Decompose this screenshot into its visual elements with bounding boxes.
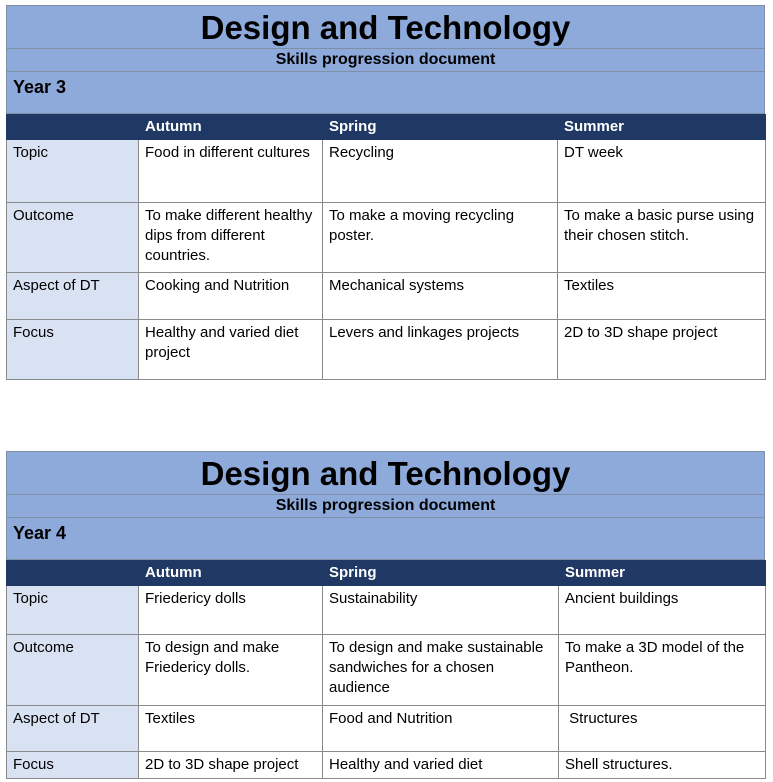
spring-cell: Food and Nutrition xyxy=(323,706,559,752)
summer-cell: Textiles xyxy=(558,273,766,320)
spring-cell: Sustainability xyxy=(323,586,559,635)
autumn-cell: Food in different cultures xyxy=(139,140,323,203)
header-cell-blank xyxy=(7,115,139,140)
spring-cell: Healthy and varied diet xyxy=(323,752,559,779)
summer-cell: 2D to 3D shape project xyxy=(558,320,766,380)
header-cell-blank xyxy=(7,561,139,586)
header-cell-summer: Summer xyxy=(558,115,766,140)
table-row xyxy=(7,635,766,706)
spring-cell: Recycling xyxy=(323,140,558,203)
table-row xyxy=(7,203,766,273)
row-label: Focus xyxy=(7,320,139,380)
summer-cell: DT week xyxy=(558,140,766,203)
header-row xyxy=(7,561,766,586)
spring-cell: To design and make sustainable sandwiches for a chosen audience xyxy=(323,635,559,706)
document-title: Design and Technology xyxy=(6,451,765,495)
autumn-cell: Friedericy dolls xyxy=(139,586,323,635)
header-cell-autumn: Autumn xyxy=(139,561,323,586)
year-heading: Year 4 xyxy=(6,518,765,560)
row-label: Focus xyxy=(7,752,139,779)
autumn-cell: Healthy and varied diet project xyxy=(139,320,323,380)
summer-cell: Structures xyxy=(559,706,766,752)
table-row xyxy=(7,586,766,635)
row-label: Outcome xyxy=(7,635,139,706)
header-cell-autumn: Autumn xyxy=(139,115,323,140)
year-4-section xyxy=(6,451,765,779)
autumn-cell: 2D to 3D shape project xyxy=(139,752,323,779)
year-3-table xyxy=(6,114,766,380)
document-subtitle: Skills progression document xyxy=(6,49,765,72)
summer-cell: Shell structures. xyxy=(559,752,766,779)
summer-cell: To make a basic purse using their chosen stitch. xyxy=(558,203,766,273)
spring-cell: To make a moving recycling poster. xyxy=(323,203,558,273)
header-cell-spring: Spring xyxy=(323,561,559,586)
autumn-cell: To make different healthy dips from different countries. xyxy=(139,203,323,273)
year-4-table xyxy=(6,560,766,779)
autumn-cell: Textiles xyxy=(139,706,323,752)
header-row xyxy=(7,115,766,140)
row-label: Aspect of DT xyxy=(7,706,139,752)
summer-cell: Ancient buildings xyxy=(559,586,766,635)
header-cell-spring: Spring xyxy=(323,115,558,140)
year-heading: Year 3 xyxy=(6,72,765,114)
table-row xyxy=(7,752,766,779)
table-row xyxy=(7,273,766,320)
document-title: Design and Technology xyxy=(6,5,765,49)
autumn-cell: To design and make Friedericy dolls. xyxy=(139,635,323,706)
header-cell-summer: Summer xyxy=(559,561,766,586)
table-row xyxy=(7,140,766,203)
spring-cell: Levers and linkages projects xyxy=(323,320,558,380)
table-row xyxy=(7,320,766,380)
row-label: Aspect of DT xyxy=(7,273,139,320)
autumn-cell: Cooking and Nutrition xyxy=(139,273,323,320)
document-subtitle: Skills progression document xyxy=(6,495,765,518)
row-label: Topic xyxy=(7,586,139,635)
spring-cell: Mechanical systems xyxy=(323,273,558,320)
row-label: Outcome xyxy=(7,203,139,273)
table-row xyxy=(7,706,766,752)
year-3-section xyxy=(6,5,765,380)
row-label: Topic xyxy=(7,140,139,203)
summer-cell: To make a 3D model of the Pantheon. xyxy=(559,635,766,706)
